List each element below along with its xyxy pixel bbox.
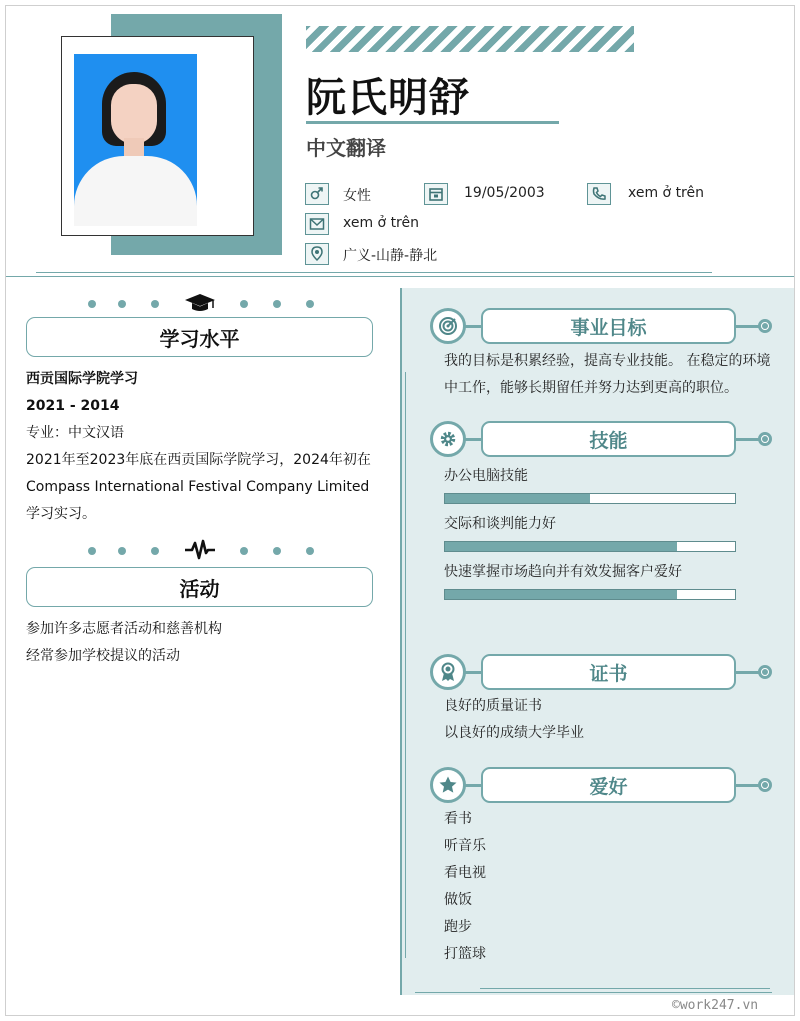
objective-heading: 事业目标 (481, 308, 736, 344)
hobby-item: 跑步 (444, 919, 472, 935)
certificates-heading: 证书 (481, 654, 736, 690)
hobby-item: 听音乐 (444, 838, 486, 854)
certificate-item: 良好的质量证书 (444, 698, 542, 714)
location-icon (305, 243, 329, 265)
activities-decoration (88, 541, 318, 561)
hobby-item: 看书 (444, 811, 472, 827)
activities-heading: 活动 (26, 567, 373, 607)
skills-heading: 技能 (481, 421, 736, 457)
skill-label: 交际和谈判能力好 (444, 516, 556, 532)
skill-label: 办公电脑技能 (444, 468, 528, 484)
activity-item: 经常参加学校提议的活动 (26, 648, 180, 664)
pulse-icon (184, 537, 216, 563)
hobby-item: 打篮球 (444, 946, 486, 962)
profile-photo (74, 54, 197, 226)
gear-icon (430, 421, 466, 457)
education-decoration (88, 294, 318, 314)
education-major: 专业：中文汉语 (26, 425, 124, 441)
decorative-stripes (306, 26, 634, 52)
education-years: 2021 - 2014 (26, 398, 120, 414)
birthdate-value: 19/05/2003 (464, 185, 545, 201)
column-divider (405, 372, 406, 958)
target-icon (430, 308, 466, 344)
award-icon (430, 654, 466, 690)
graduation-cap-icon (184, 290, 216, 316)
skill-bar (444, 589, 736, 600)
phone-value: xem ở trên (628, 185, 704, 201)
objective-text: 我的目标是积累经验，提高专业技能。 在稳定的环境中工作，能够长期留任并努力达到更高的职位。 (444, 353, 771, 396)
certificate-item: 以良好的成绩大学毕业 (444, 725, 584, 741)
watermark: ©work247.vn (672, 998, 759, 1013)
hobby-item: 做饭 (444, 892, 472, 908)
skill-label: 快速掌握市场趋向并有效发掘客户爱好 (444, 564, 682, 580)
star-icon (430, 767, 466, 803)
footer-divider (415, 992, 772, 993)
gender-icon (305, 183, 329, 205)
calendar-icon (424, 183, 448, 205)
header-divider (6, 276, 794, 277)
skill-bar (444, 493, 736, 504)
activity-item: 参加许多志愿者活动和慈善机构 (26, 621, 222, 637)
candidate-name: 阮氏明舒 (306, 75, 470, 121)
address-value: 广义-山静-静北 (343, 248, 438, 264)
name-underline (306, 121, 559, 124)
hobbies-heading: 爱好 (481, 767, 736, 803)
education-school: 西贡国际学院学习 (26, 371, 138, 387)
education-description: 2021年至2023年底在西贡国际学院学习，2024年初在Compass International Festival Company Limited学习实习。 (26, 452, 371, 522)
gender-value: 女性 (343, 188, 371, 204)
email-value: xem ở trên (343, 215, 419, 231)
phone-icon (587, 183, 611, 205)
header-divider-inner (36, 272, 712, 273)
footer-divider-inner (480, 988, 770, 989)
hobby-item: 看电视 (444, 865, 486, 881)
job-title: 中文翻译 (306, 136, 386, 160)
mail-icon (305, 213, 329, 235)
education-heading: 学习水平 (26, 317, 373, 357)
skill-bar (444, 541, 736, 552)
